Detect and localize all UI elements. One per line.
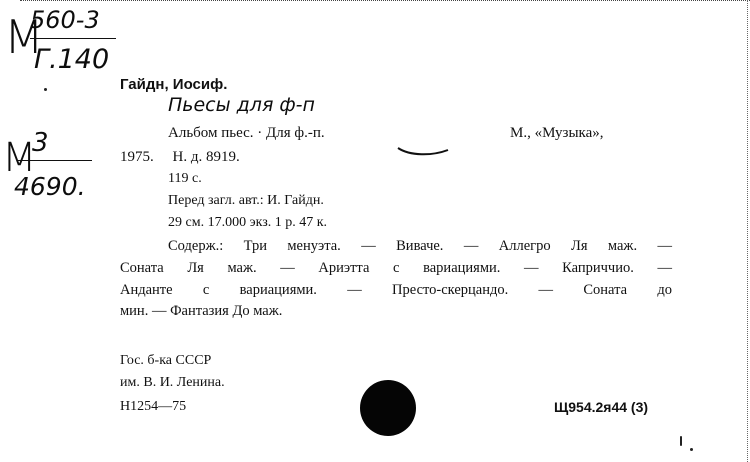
call-number-mid-rule <box>18 160 92 161</box>
scan-speck <box>690 448 693 451</box>
scan-speck <box>680 436 682 446</box>
call-number-top-rule <box>30 38 116 39</box>
call-number-mid-number: 3 <box>32 128 49 158</box>
physical-description: 29 см. 17.000 экз. 1 р. 47 к. <box>168 215 328 230</box>
handwritten-underline-mark <box>396 144 452 158</box>
library-line: им. В. И. Ленина. <box>120 375 225 390</box>
classification-code: Щ954.2я44 (3) <box>554 399 649 415</box>
author-heading: Гайдн, Иосиф. <box>120 76 228 93</box>
note-author: Перед загл. авт.: И. Гайдн. <box>168 193 324 208</box>
punch-hole <box>360 380 416 436</box>
title-line-2: 1975. Н. д. 8919. <box>120 149 240 165</box>
scan-speck <box>44 88 47 91</box>
title-line-right: М., «Музыка», <box>510 125 604 141</box>
contents-line: Анданте с вариациями. — Престо-скерцандо. — Соната до <box>120 282 672 298</box>
call-number-top-prefix: М <box>4 10 44 64</box>
call-number-mid-code: 4690. <box>14 172 86 201</box>
card-right-edge <box>745 0 748 462</box>
call-number-top-number: 560-3 <box>30 6 100 34</box>
contents-line: мин. — Фантазия До маж. <box>120 303 283 319</box>
contents-line: Содерж.: Три менуэта. — Виваче. — Аллегро Ля маж. — <box>168 238 672 254</box>
contents-line: Соната Ля маж. — Ариэтта с вариациями. — Каприччио. — <box>120 260 672 276</box>
handwritten-title: Пьесы для ф-п <box>168 94 315 116</box>
call-number-mid-prefix: М <box>2 135 37 181</box>
title-line-left: Альбом пьес. · Для ф.-п. <box>168 125 325 141</box>
library-line: Н1254—75 <box>120 399 187 414</box>
pages: 119 с. <box>168 171 202 186</box>
library-line: Гос. б-ка СССР <box>120 353 212 368</box>
card-top-edge <box>20 0 750 3</box>
call-number-top-code: Г.140 <box>34 44 110 75</box>
